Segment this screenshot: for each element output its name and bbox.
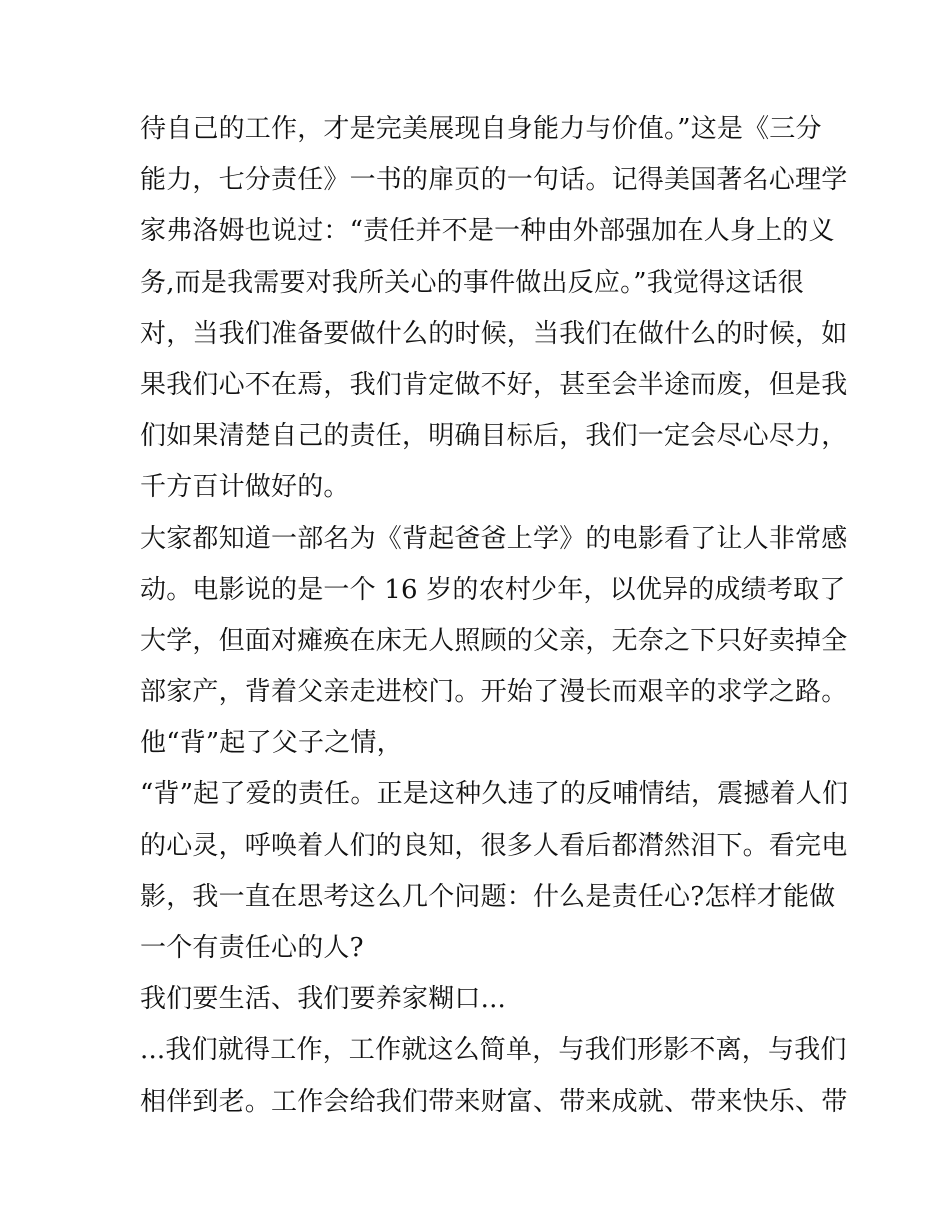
text-line-6: 果我们心不在焉，我们肯定做不好，甚至会半途而废，但是我	[140, 369, 848, 400]
text-line-17: 一个有责任心的人?	[140, 933, 364, 963]
text-line-13: 他“背”起了父子之情，	[140, 728, 403, 759]
text-line-7: 们如果清楚自己的责任，明确目标后，我们一定会尽心尽力，	[140, 421, 848, 452]
text-line-15: 的心灵，呼唤着人们的良知，很多人看后都潸然泪下。看完电	[140, 830, 848, 861]
text-line-19: ...我们就得工作，工作就这么简单，与我们形影不离，与我们	[140, 1035, 847, 1066]
text-line-1: 待自己的工作，才是完美展现自身能力与价值。”这是《三分	[140, 114, 822, 144]
text-line-10: 动。电影说的是一个 16 岁的农村少年，以优异的成绩考取了	[140, 574, 846, 605]
text-line-8: 千方百计做好的。	[140, 472, 350, 503]
text-line-18: 我们要生活、我们要养家糊口...	[140, 984, 506, 1015]
text-line-11: 大学，但面对瘫痪在床无人照顾的父亲，无奈之下只好卖掉全	[140, 625, 848, 656]
text-line-5: 对，当我们准备要做什么的时候，当我们在做什么的时候，如	[140, 318, 848, 349]
text-line-4: 务,而是我需要对我所关心的事件做出反应。”我觉得这话很	[140, 267, 804, 298]
text-line-16: 影，我一直在思考这么几个问题：什么是责任心?怎样才能做	[140, 881, 836, 912]
text-line-9: 大家都知道一部名为《背起爸爸上学》的电影看了让人非常感	[140, 523, 848, 554]
text-line-20: 相伴到老。工作会给我们带来财富、带来成就、带来快乐、带	[140, 1086, 848, 1117]
text-line-14: “背”起了爱的责任。正是这种久违了的反哺情结，震撼着人们	[140, 779, 849, 810]
text-line-12: 部家产，背着父亲走进校门。开始了漫长而艰辛的求学之路。	[140, 677, 848, 708]
document-body	[140, 104, 849, 1128]
text-line-2: 能力，七分责任》一书的扉页的一句话。记得美国著名心理学	[140, 165, 848, 196]
text-line-3: 家弗洛姆也说过：“责任并不是一种由外部强加在人身上的义	[140, 216, 835, 247]
